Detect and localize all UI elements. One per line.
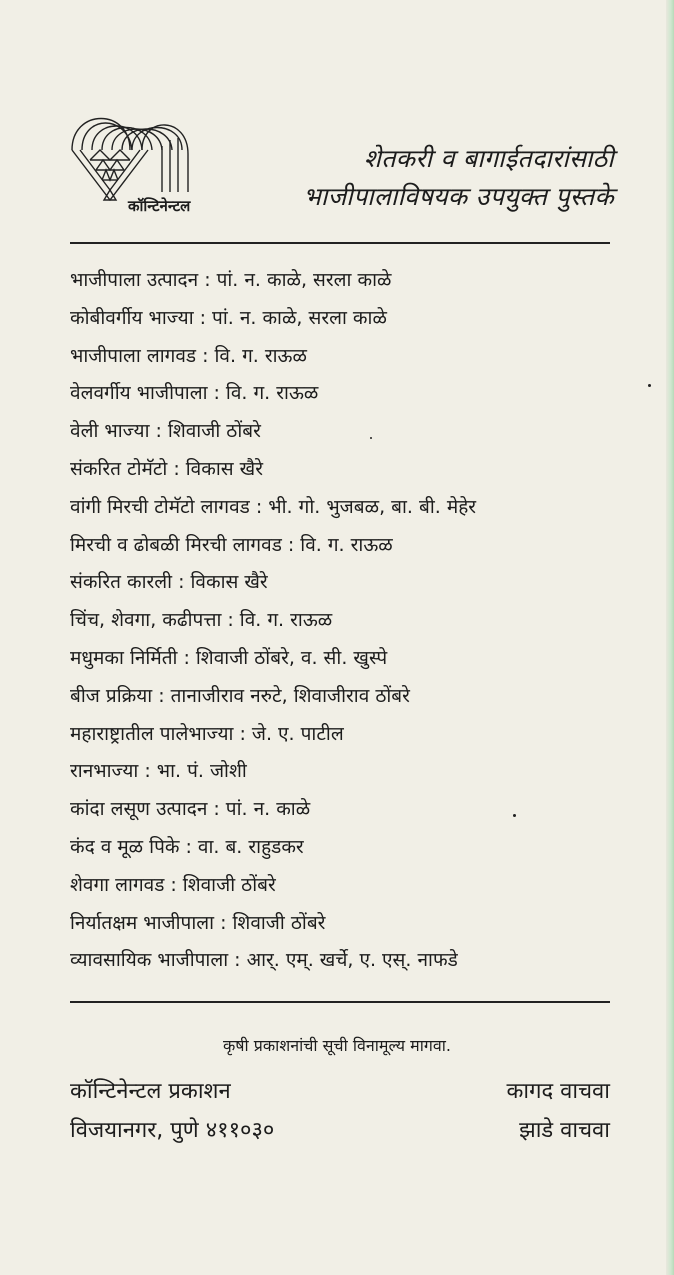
separator: : bbox=[183, 646, 190, 669]
book-title: भाजीपाला लागवड bbox=[70, 344, 197, 367]
book-author: पां. न. काळे, सरला काळे bbox=[216, 269, 392, 291]
slogan-save-paper: कागद वाचवा bbox=[506, 1079, 610, 1104]
list-item bbox=[70, 716, 610, 754]
book-author: वि. ग. राऊळ bbox=[225, 382, 319, 405]
book-author: विकास खैरे bbox=[185, 457, 263, 480]
book-author: भी. गो. भुजबळ, बा. बी. मेहेर bbox=[268, 495, 477, 518]
book-author: विकास खैरे bbox=[190, 571, 268, 594]
separator: : bbox=[185, 835, 192, 858]
book-title: महाराष्ट्रातील पालेभाज्या bbox=[70, 722, 234, 745]
book-author: शिवाजी ठोंबरे, व. सी. खुस्पे bbox=[195, 646, 388, 669]
book-author: वि. ग. राऊळ bbox=[214, 344, 307, 367]
separator: : bbox=[227, 609, 234, 632]
heading-line-2: भाजीपालाविषयक उपयुक्त पुस्तके bbox=[303, 182, 614, 211]
book-author: पां. न. काळे bbox=[225, 798, 311, 821]
book-title: रानभाज्या bbox=[70, 760, 139, 783]
list-item bbox=[70, 262, 610, 300]
list-item bbox=[70, 375, 610, 413]
list-item bbox=[70, 489, 610, 527]
slogan-save-trees: झाडे वाचवा bbox=[519, 1118, 610, 1143]
separator: : bbox=[255, 495, 263, 518]
separator: : bbox=[213, 798, 220, 821]
bottom-divider bbox=[70, 1001, 610, 1003]
print-speck bbox=[513, 814, 516, 817]
list-item bbox=[70, 678, 610, 716]
logo-label: कॉन्टिनेन्टल bbox=[128, 197, 191, 215]
list-item bbox=[70, 640, 610, 678]
book-title: कंद व मूळ पिके bbox=[70, 835, 180, 858]
book-title: कोबीवर्गीय भाज्या bbox=[70, 306, 194, 329]
list-item bbox=[70, 867, 610, 905]
book-author: तानाजीराव नरुटे, शिवाजीराव ठोंबरे bbox=[170, 684, 410, 707]
book-title: मिरची व ढोबळी मिरची लागवड bbox=[70, 533, 282, 556]
separator: : bbox=[173, 457, 180, 480]
separator: : bbox=[170, 873, 177, 896]
book-title: व्यावसायिक भाजीपाला bbox=[70, 949, 229, 972]
publisher-address: विजयानगर, पुणे ४११०३० bbox=[70, 1118, 275, 1143]
book-title: भाजीपाला उत्पादन bbox=[70, 269, 199, 291]
book-title: कांदा लसूण उत्पादन bbox=[70, 798, 208, 821]
page-edge bbox=[666, 0, 674, 1275]
book-author: भा. पं. जोशी bbox=[156, 760, 247, 783]
list-item bbox=[70, 791, 610, 829]
book-author: आर्. एम्. खर्चे, ए. एस्. नाफडे bbox=[246, 949, 458, 972]
publisher-name: कॉन्टिनेन्टल प्रकाशन bbox=[70, 1079, 231, 1104]
book-title: वेलवर्गीय भाजीपाला bbox=[70, 382, 208, 405]
book-title: चिंच, शेवगा, कढीपत्ता bbox=[70, 609, 222, 632]
book-author: जे. ए. पाटील bbox=[251, 722, 344, 745]
separator: : bbox=[178, 571, 185, 594]
list-item bbox=[70, 413, 610, 451]
list-item bbox=[70, 451, 610, 489]
book-title: निर्यातक्षम भाजीपाला bbox=[70, 911, 215, 934]
separator: : bbox=[144, 760, 151, 783]
separator: : bbox=[202, 344, 209, 367]
list-item bbox=[70, 527, 610, 565]
list-item bbox=[70, 829, 610, 867]
book-author: शिवाजी ठोंबरे bbox=[232, 911, 326, 934]
separator: : bbox=[220, 911, 227, 934]
top-divider bbox=[70, 242, 610, 244]
catalogue-note: कृषी प्रकाशनांची सूची विनामूल्य मागवा. bbox=[223, 1036, 451, 1055]
book-title: संकरित कारली bbox=[70, 571, 173, 594]
separator: : bbox=[213, 382, 220, 405]
book-author: शिवाजी ठोंबरे bbox=[182, 873, 276, 896]
book-list bbox=[70, 262, 610, 980]
book-title: वेली भाज्या bbox=[70, 420, 150, 443]
book-title: मधुमका निर्मिती bbox=[70, 646, 178, 669]
book-author: पां. न. काळे, सरला काळे bbox=[212, 306, 387, 329]
print-speck bbox=[648, 384, 651, 387]
book-author: वा. ब. राहुडकर bbox=[197, 835, 304, 858]
heading-line-1: शेतकरी व बागाईतदारांसाठी bbox=[363, 144, 614, 173]
separator: : bbox=[158, 684, 165, 707]
list-item bbox=[70, 564, 610, 602]
separator: : bbox=[234, 949, 241, 972]
list-item bbox=[70, 602, 610, 640]
separator: : bbox=[199, 306, 207, 329]
book-author: शिवाजी ठोंबरे bbox=[167, 420, 261, 443]
book-title: शेवगा लागवड bbox=[70, 873, 165, 896]
list-item bbox=[70, 905, 610, 943]
list-item bbox=[70, 942, 610, 980]
list-item bbox=[70, 338, 610, 376]
separator: : bbox=[155, 420, 162, 443]
book-author: वि. ग. राऊळ bbox=[239, 609, 333, 632]
publisher-logo bbox=[70, 110, 230, 220]
print-speck bbox=[370, 437, 372, 439]
book-author: वि. ग. राऊळ bbox=[300, 533, 393, 556]
list-item bbox=[70, 753, 610, 791]
separator: : bbox=[239, 722, 246, 745]
book-title: संकरित टोमॅटो bbox=[70, 457, 168, 480]
list-item bbox=[70, 300, 610, 338]
book-title: वांगी मिरची टोमॅटो लागवड bbox=[70, 495, 250, 518]
book-title: बीज प्रक्रिया bbox=[70, 684, 153, 707]
separator: : bbox=[204, 269, 211, 291]
page-heading bbox=[303, 140, 614, 216]
separator: : bbox=[287, 533, 295, 556]
